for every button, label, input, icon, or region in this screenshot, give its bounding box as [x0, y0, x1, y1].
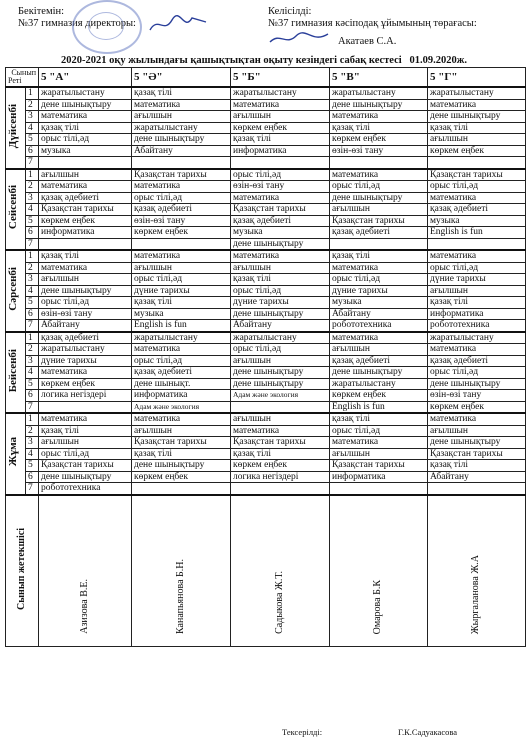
lesson-number: 5	[26, 378, 39, 390]
lesson-cell: ағылшын	[231, 413, 330, 425]
director-signature	[148, 12, 208, 36]
lesson-cell: робототехника	[428, 320, 526, 332]
lesson-cell: дүние тарихы	[132, 285, 231, 297]
lesson-cell: өзін-өзі тану	[132, 215, 231, 227]
leader-cell	[132, 495, 231, 647]
lesson-cell: қазақ тілі	[39, 250, 132, 262]
lesson-number: 2	[26, 425, 39, 437]
lesson-cell: қазақ тілі	[132, 448, 231, 460]
lesson-cell: Абайтану	[231, 320, 330, 332]
lesson-cell: English is fun	[132, 320, 231, 332]
lesson-cell: Абайтану	[428, 471, 526, 483]
lesson-cell: орыс тілі,әд	[330, 425, 428, 437]
lesson-cell	[39, 157, 132, 169]
lesson-row	[6, 157, 526, 169]
lesson-row	[6, 378, 526, 390]
lesson-cell: орыс тілі,әд	[39, 297, 132, 309]
leader-label-cell	[6, 495, 39, 647]
title-text: 2020-2021 оқу жылындағы қашықтықтан оқыту кезіндегі сабақ кестесі	[60, 55, 402, 66]
lesson-cell: ағылшын	[428, 285, 526, 297]
corner-order-label: Реті	[8, 76, 22, 85]
leader-name: Азизова В.Е.	[78, 579, 90, 634]
lesson-cell: ағылшын	[428, 134, 526, 146]
union-chair-signature	[268, 30, 330, 48]
lesson-cell: дене шынықтыру	[330, 192, 428, 204]
lesson-number: 5	[26, 134, 39, 146]
lesson-cell: дене шынықтыру	[39, 471, 132, 483]
lesson-row	[6, 250, 526, 262]
leader-name: Омарова Б.К	[372, 579, 384, 634]
lesson-number: 2	[26, 344, 39, 356]
lesson-cell: дүние тарихы	[428, 274, 526, 286]
leader-cell	[231, 495, 330, 647]
lesson-cell	[330, 238, 428, 250]
lesson-cell: математика	[330, 169, 428, 181]
lesson-cell: Қазақстан тарихы	[231, 437, 330, 449]
lesson-cell: ағылшын	[132, 111, 231, 123]
lesson-cell: дүние тарихы	[330, 285, 428, 297]
lesson-cell: математика	[39, 367, 132, 379]
lesson-cell: жаратылыстану	[231, 332, 330, 344]
lesson-number: 6	[26, 227, 39, 239]
lesson-cell: музыка	[231, 227, 330, 239]
lesson-cell: дене шынықтыру	[231, 378, 330, 390]
lesson-number: 7	[26, 238, 39, 250]
lesson-row	[6, 122, 526, 134]
lesson-cell: қазақ әдебиеті	[39, 332, 132, 344]
lesson-cell: музыка	[330, 297, 428, 309]
lesson-cell: қазақ әдебиеті	[330, 355, 428, 367]
day-cell	[6, 250, 26, 332]
lesson-cell: жаратылыстану	[39, 87, 132, 99]
leader-name: Канапьянова Б.Н.	[174, 559, 186, 634]
lesson-cell: дене шынықт.	[132, 378, 231, 390]
lesson-cell: дүние тарихы	[231, 297, 330, 309]
lesson-cell: математика	[39, 111, 132, 123]
lesson-cell: орыс тілі,әд	[132, 274, 231, 286]
lesson-cell: дене шынықтыру	[231, 367, 330, 379]
checked-name: Г.К.Садуакасова	[398, 727, 458, 737]
agreed-label: Келісілді:	[268, 6, 312, 17]
lesson-cell: орыс тілі,әд	[231, 169, 330, 181]
lesson-cell: қазақ әдебиеті	[428, 204, 526, 216]
lesson-cell: ағылшын	[330, 344, 428, 356]
lesson-cell: көркем еңбек	[330, 134, 428, 146]
lesson-cell	[428, 238, 526, 250]
union-chair-label: №37 гимназия кәсіподақ ұйымының төрағасы:	[268, 18, 477, 29]
lesson-row	[6, 437, 526, 449]
lesson-number: 4	[26, 204, 39, 216]
lesson-cell: Абайтану	[39, 320, 132, 332]
lesson-row	[6, 227, 526, 239]
lesson-cell: қазақ әдебиеті	[231, 215, 330, 227]
lesson-number: 7	[26, 320, 39, 332]
lesson-cell: жаратылыстану	[39, 344, 132, 356]
lesson-row	[6, 192, 526, 204]
lesson-number: 1	[26, 87, 39, 99]
lesson-row	[6, 285, 526, 297]
lesson-cell: математика	[428, 99, 526, 111]
lesson-row	[6, 238, 526, 250]
union-chair-name: Акатаев С.А.	[338, 36, 397, 47]
lesson-number: 5	[26, 215, 39, 227]
lesson-row	[6, 367, 526, 379]
lesson-cell: дене шынықтыру	[330, 99, 428, 111]
lesson-row	[6, 425, 526, 437]
lesson-cell: математика	[330, 437, 428, 449]
day-name: Бейсенбі	[7, 348, 19, 393]
lesson-cell: ағылшын	[39, 437, 132, 449]
lesson-cell: қазақ тілі	[231, 134, 330, 146]
day-name: Дүйсенбі	[7, 103, 19, 149]
lesson-number: 6	[26, 471, 39, 483]
lesson-cell: Қазақстан тарихы	[39, 460, 132, 472]
checked-label: Тексерілді:	[282, 727, 323, 737]
lesson-row	[6, 471, 526, 483]
lesson-cell: Қазақстан тарихы	[39, 204, 132, 216]
lesson-cell: ағылшын	[330, 204, 428, 216]
lesson-cell: қазақ тілі	[428, 297, 526, 309]
lesson-cell: жаратылыстану	[132, 122, 231, 134]
lesson-cell: өзін-өзі тану	[330, 145, 428, 157]
lesson-cell: ағылшын	[132, 425, 231, 437]
lesson-cell: қазақ тілі	[330, 250, 428, 262]
lesson-row	[6, 401, 526, 413]
lesson-cell: көркем еңбек	[428, 401, 526, 413]
lesson-cell: логика негіздері	[39, 390, 132, 402]
lesson-number: 4	[26, 122, 39, 134]
lesson-cell: математика	[39, 262, 132, 274]
day-name: Жұма	[7, 437, 19, 467]
lesson-cell: орыс тілі,әд	[330, 181, 428, 193]
lesson-cell: дене шынықтыру	[330, 367, 428, 379]
class-header-row	[6, 68, 526, 88]
lesson-cell: ағылшын	[330, 448, 428, 460]
lesson-number: 5	[26, 460, 39, 472]
lesson-cell: қазақ тілі	[231, 274, 330, 286]
lesson-cell: English is fun	[330, 401, 428, 413]
lesson-row	[6, 262, 526, 274]
lesson-cell: информатика	[231, 145, 330, 157]
class-header: 5 "А"	[39, 68, 132, 88]
lesson-cell: дене шынықтыру	[428, 378, 526, 390]
lesson-cell: орыс тілі,әд	[132, 355, 231, 367]
lesson-row	[6, 483, 526, 495]
lesson-number: 2	[26, 181, 39, 193]
lesson-cell: математика	[132, 181, 231, 193]
lesson-row	[6, 332, 526, 344]
lesson-cell: Қазақстан тарихы	[132, 169, 231, 181]
lesson-cell: қазақ әдебиеті	[132, 367, 231, 379]
lesson-cell: көркем еңбек	[132, 471, 231, 483]
lesson-cell	[132, 483, 231, 495]
lesson-cell: ағылшын	[231, 111, 330, 123]
lesson-cell: көркем еңбек	[231, 460, 330, 472]
lesson-cell: музыка	[39, 145, 132, 157]
class-header: 5 "Б"	[231, 68, 330, 88]
lesson-cell: Қазақстан тарихы	[231, 204, 330, 216]
lesson-cell: математика	[132, 250, 231, 262]
title-date: 01.09.2020ж.	[409, 55, 468, 66]
leader-cell	[330, 495, 428, 647]
lesson-cell: жаратылыстану	[330, 378, 428, 390]
lesson-cell: көркем еңбек	[132, 227, 231, 239]
lesson-cell: көркем еңбек	[231, 122, 330, 134]
lesson-number: 7	[26, 157, 39, 169]
day-cell	[6, 413, 26, 495]
lesson-number: 3	[26, 111, 39, 123]
lesson-cell: орыс тілі,әд	[39, 448, 132, 460]
lesson-cell: дене шынықтыру	[132, 460, 231, 472]
lesson-row	[6, 355, 526, 367]
lesson-cell: қазақ әдебиеті	[132, 204, 231, 216]
class-header: 5 "Ә"	[132, 68, 231, 88]
lesson-cell: дене шынықтыру	[132, 134, 231, 146]
lesson-cell: математика	[428, 192, 526, 204]
lesson-cell: орыс тілі,әд	[428, 367, 526, 379]
lesson-cell: жаратылыстану	[428, 332, 526, 344]
lesson-number: 1	[26, 169, 39, 181]
lesson-row	[6, 274, 526, 286]
lesson-row	[6, 181, 526, 193]
leader-cell	[39, 495, 132, 647]
lesson-cell: жаратылыстану	[330, 87, 428, 99]
lesson-cell	[330, 483, 428, 495]
lesson-cell: робототехника	[330, 320, 428, 332]
day-cell	[6, 332, 26, 414]
lesson-cell: қазақ тілі	[330, 413, 428, 425]
lesson-cell: Қазақстан тарихы	[330, 460, 428, 472]
lesson-number: 1	[26, 332, 39, 344]
lesson-cell: математика	[132, 413, 231, 425]
lesson-cell: Қазақстан тарихы	[428, 448, 526, 460]
lesson-row	[6, 344, 526, 356]
lesson-cell: жаратылыстану	[231, 87, 330, 99]
leader-name: Садыкова Ж.Т.	[273, 571, 285, 634]
lesson-row	[6, 460, 526, 472]
lesson-cell	[231, 157, 330, 169]
lesson-cell: математика	[330, 262, 428, 274]
lesson-cell: дене шынықтыру	[428, 437, 526, 449]
day-name: Сәрсенбі	[7, 267, 19, 311]
lesson-cell: дүние тарихы	[39, 355, 132, 367]
lesson-row	[6, 204, 526, 216]
lesson-cell: информатика	[132, 390, 231, 402]
lesson-cell: қазақ тілі	[330, 122, 428, 134]
lesson-cell: математика	[428, 413, 526, 425]
lesson-cell: Қазақстан тарихы	[330, 215, 428, 227]
lesson-cell	[330, 157, 428, 169]
lesson-number: 3	[26, 274, 39, 286]
lesson-cell	[231, 401, 330, 413]
lesson-cell: Адам және экология	[231, 390, 330, 402]
lesson-cell: дене шынықтыру	[39, 99, 132, 111]
lesson-row	[6, 111, 526, 123]
lesson-cell: математика	[231, 192, 330, 204]
lesson-number: 1	[26, 250, 39, 262]
lesson-cell: математика	[428, 250, 526, 262]
lesson-cell: орыс тілі,әд	[39, 134, 132, 146]
day-cell	[6, 169, 26, 251]
lesson-cell: өзін-өзі тану	[39, 308, 132, 320]
lesson-cell: дене шынықтыру	[39, 285, 132, 297]
lesson-cell: математика	[231, 425, 330, 437]
lesson-cell: көркем еңбек	[39, 215, 132, 227]
lesson-cell: өзін-өзі тану	[428, 390, 526, 402]
lesson-row	[6, 134, 526, 146]
lesson-cell: қазақ әдебиеті	[428, 355, 526, 367]
leader-cell	[428, 495, 526, 647]
lesson-cell: қазақ тілі	[39, 122, 132, 134]
lesson-number: 5	[26, 297, 39, 309]
lesson-cell: музыка	[132, 308, 231, 320]
lesson-cell	[231, 483, 330, 495]
lesson-cell: қазақ тілі	[428, 122, 526, 134]
lesson-row	[6, 413, 526, 425]
lesson-cell: математика	[428, 344, 526, 356]
lesson-cell: Абайтану	[132, 145, 231, 157]
lesson-cell: ағылшын	[39, 274, 132, 286]
leader-name: Жыргаланова Ж.А	[470, 554, 482, 634]
lesson-cell: логика негіздері	[231, 471, 330, 483]
lesson-cell: математика	[132, 344, 231, 356]
lesson-cell: өзін-өзі тану	[231, 181, 330, 193]
lesson-cell: қазақ тілі	[132, 87, 231, 99]
lesson-number: 2	[26, 262, 39, 274]
school-seal-stamp	[72, 0, 142, 54]
lesson-row	[6, 145, 526, 157]
lesson-cell: математика	[231, 250, 330, 262]
lesson-cell: дене шынықтыру	[231, 238, 330, 250]
lesson-cell: информатика	[428, 308, 526, 320]
lesson-number: 4	[26, 448, 39, 460]
lesson-cell: English is fun	[428, 227, 526, 239]
lesson-cell: математика	[231, 99, 330, 111]
lesson-row	[6, 215, 526, 227]
lesson-cell: жаратылыстану	[428, 87, 526, 99]
lesson-cell: ағылшын	[132, 262, 231, 274]
lesson-cell: математика	[39, 413, 132, 425]
lesson-cell: Адам және экология	[132, 401, 231, 413]
class-leaders-row	[6, 495, 526, 647]
lesson-row	[6, 99, 526, 111]
lesson-cell: қазақ тілі	[428, 460, 526, 472]
lesson-row	[6, 169, 526, 181]
lesson-cell: орыс тілі,әд	[231, 285, 330, 297]
schedule-table	[5, 67, 526, 647]
lesson-number: 4	[26, 367, 39, 379]
lesson-cell: қазақ әдебиеті	[39, 192, 132, 204]
lesson-cell: орыс тілі,әд	[132, 192, 231, 204]
lesson-cell	[39, 238, 132, 250]
approved-label: Бекітемін:	[18, 6, 65, 17]
lesson-cell: қазақ тілі	[132, 297, 231, 309]
lesson-cell: информатика	[330, 471, 428, 483]
lesson-cell: жаратылыстану	[132, 332, 231, 344]
lesson-cell: информатика	[39, 227, 132, 239]
lesson-cell	[39, 401, 132, 413]
lesson-row	[6, 308, 526, 320]
corner-class-label: Сынып	[11, 68, 36, 77]
lesson-cell: Қазақстан тарихы	[428, 169, 526, 181]
lesson-cell: орыс тілі,әд	[330, 274, 428, 286]
lesson-cell: математика	[132, 99, 231, 111]
lesson-row	[6, 448, 526, 460]
corner-cell	[6, 68, 39, 88]
lesson-cell: ағылшын	[231, 262, 330, 274]
class-header: 5 "Г"	[428, 68, 526, 88]
lesson-cell: қазақ тілі	[231, 448, 330, 460]
lesson-cell: математика	[330, 332, 428, 344]
lesson-number: 4	[26, 285, 39, 297]
lesson-row	[6, 87, 526, 99]
lesson-cell: орыс тілі,әд	[428, 181, 526, 193]
lesson-cell: ағылшын	[428, 425, 526, 437]
lesson-cell: қазақ әдебиеті	[330, 227, 428, 239]
lesson-cell: дене шынықтыру	[428, 111, 526, 123]
lesson-row	[6, 320, 526, 332]
lesson-number: 6	[26, 390, 39, 402]
lesson-row	[6, 297, 526, 309]
lesson-number: 7	[26, 483, 39, 495]
lesson-row	[6, 390, 526, 402]
lesson-cell	[132, 157, 231, 169]
lesson-cell: көркем еңбек	[428, 145, 526, 157]
lesson-number: 6	[26, 145, 39, 157]
lesson-cell: орыс тілі,әд	[231, 344, 330, 356]
lesson-cell: қазақ тілі	[39, 425, 132, 437]
lesson-number: 2	[26, 99, 39, 111]
lesson-cell: математика	[330, 111, 428, 123]
lesson-cell: көркем еңбек	[39, 378, 132, 390]
lesson-number: 3	[26, 437, 39, 449]
lesson-cell: музыка	[428, 215, 526, 227]
lesson-number: 1	[26, 413, 39, 425]
lesson-cell: ағылшын	[39, 169, 132, 181]
lesson-cell: көркем еңбек	[330, 390, 428, 402]
lesson-number: 3	[26, 192, 39, 204]
lesson-cell: Абайтану	[330, 308, 428, 320]
lesson-cell: ағылшын	[231, 355, 330, 367]
lesson-cell	[428, 157, 526, 169]
lesson-cell	[132, 238, 231, 250]
lesson-cell: математика	[39, 181, 132, 193]
page-title	[0, 55, 528, 66]
day-cell	[6, 87, 26, 169]
lesson-number: 6	[26, 308, 39, 320]
day-name: Сейсенбі	[7, 185, 19, 230]
class-header: 5 "В"	[330, 68, 428, 88]
lesson-number: 7	[26, 401, 39, 413]
lesson-cell	[428, 483, 526, 495]
director-label: №37 гимназия директоры:	[18, 18, 136, 29]
lesson-cell: дене шынықтыру	[231, 308, 330, 320]
lesson-cell: Қазақстан тарихы	[132, 437, 231, 449]
lesson-cell: орыс тілі,әд	[428, 262, 526, 274]
lesson-cell: робототехника	[39, 483, 132, 495]
lesson-number: 3	[26, 355, 39, 367]
leader-label: Сынып жетекшісі	[15, 527, 27, 610]
